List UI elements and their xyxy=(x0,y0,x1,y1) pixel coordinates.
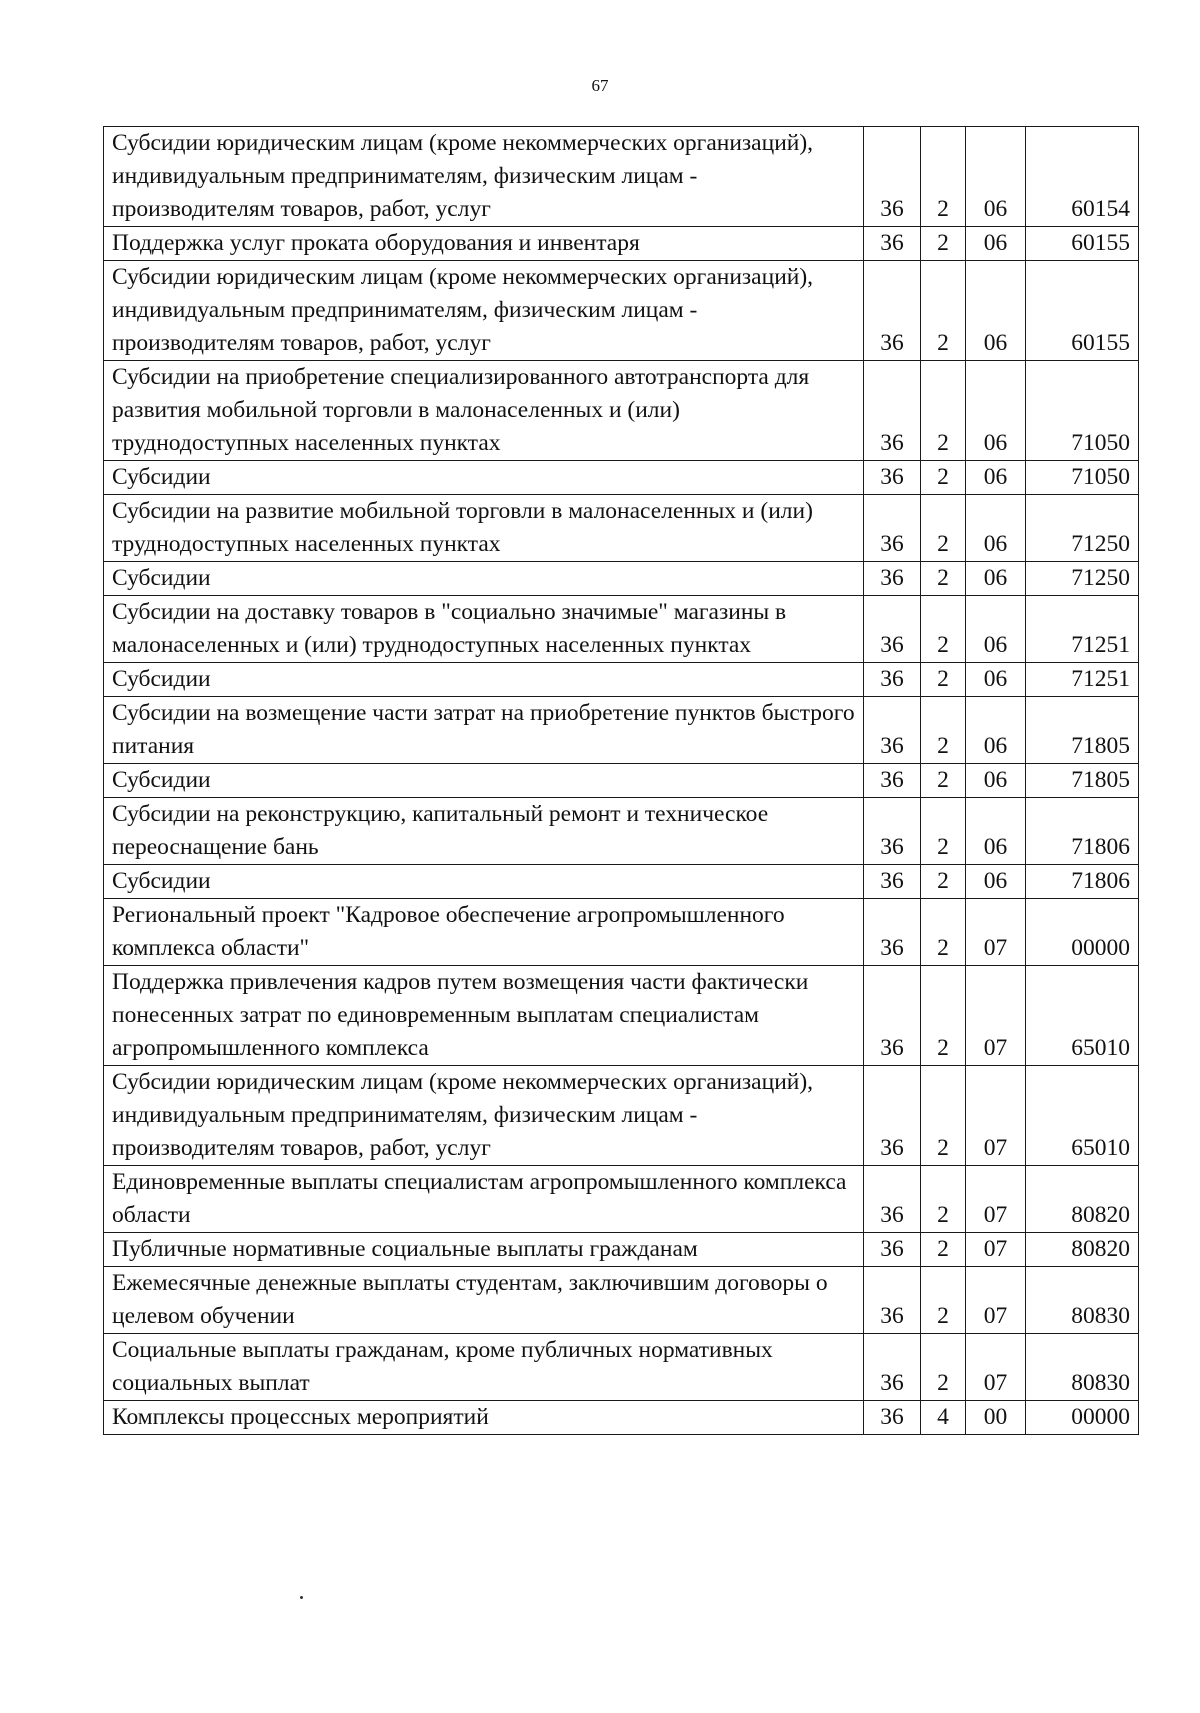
expense-name-cell: Ежемесячные денежные выплаты студентам, заключившим договоры о целевом обучении xyxy=(104,1267,864,1334)
structural-element-cell: 06 xyxy=(966,697,1026,764)
program-type-cell: 2 xyxy=(921,966,966,1066)
ministry-code-cell: 36 xyxy=(864,1267,921,1334)
ministry-code-cell: 36 xyxy=(864,495,921,562)
table-row xyxy=(104,697,1139,764)
expense-name-cell: Региональный проект "Кадровое обеспечение агропромышленного комплекса области" xyxy=(104,899,864,966)
ministry-code-cell: 36 xyxy=(864,1401,921,1435)
direction-code-cell: 80820 xyxy=(1026,1233,1139,1267)
ministry-code-cell: 36 xyxy=(864,127,921,227)
table-row xyxy=(104,764,1139,798)
program-type-cell: 2 xyxy=(921,495,966,562)
direction-code-cell: 71250 xyxy=(1026,495,1139,562)
expense-name-cell: Субсидии xyxy=(104,865,864,899)
direction-code-cell: 71806 xyxy=(1026,865,1139,899)
program-type-cell: 2 xyxy=(921,562,966,596)
expense-name-cell: Комплексы процессных мероприятий xyxy=(104,1401,864,1435)
program-type-cell: 2 xyxy=(921,1166,966,1233)
expense-name-cell: Социальные выплаты гражданам, кроме публичных нормативных социальных выплат xyxy=(104,1334,864,1401)
direction-code-cell: 71805 xyxy=(1026,764,1139,798)
direction-code-cell: 71050 xyxy=(1026,361,1139,461)
structural-element-cell: 06 xyxy=(966,461,1026,495)
table-row xyxy=(104,227,1139,261)
structural-element-cell: 06 xyxy=(966,227,1026,261)
structural-element-cell: 07 xyxy=(966,1334,1026,1401)
table-row xyxy=(104,1267,1139,1334)
direction-code-cell: 00000 xyxy=(1026,1401,1139,1435)
expense-name-cell: Субсидии на возмещение части затрат на приобретение пунктов быстрого питания xyxy=(104,697,864,764)
structural-element-cell: 06 xyxy=(966,127,1026,227)
table-row xyxy=(104,495,1139,562)
table-body xyxy=(104,127,1139,1435)
direction-code-cell: 71250 xyxy=(1026,562,1139,596)
table-row xyxy=(104,361,1139,461)
ministry-code-cell: 36 xyxy=(864,798,921,865)
ministry-code-cell: 36 xyxy=(864,1233,921,1267)
stray-mark xyxy=(300,1596,303,1599)
structural-element-cell: 06 xyxy=(966,361,1026,461)
program-type-cell: 4 xyxy=(921,1401,966,1435)
table-row xyxy=(104,798,1139,865)
ministry-code-cell: 36 xyxy=(864,966,921,1066)
program-type-cell: 2 xyxy=(921,596,966,663)
expense-name-cell: Поддержка привлечения кадров путем возмещения части фактически понесенных затрат по единовременным выплатам специалистам агропромышленного комплекса xyxy=(104,966,864,1066)
ministry-code-cell: 36 xyxy=(864,1166,921,1233)
ministry-code-cell: 36 xyxy=(864,361,921,461)
ministry-code-cell: 36 xyxy=(864,461,921,495)
structural-element-cell: 06 xyxy=(966,495,1026,562)
expense-name-cell: Субсидии xyxy=(104,764,864,798)
direction-code-cell: 60155 xyxy=(1026,227,1139,261)
direction-code-cell: 80820 xyxy=(1026,1166,1139,1233)
structural-element-cell: 07 xyxy=(966,966,1026,1066)
structural-element-cell: 07 xyxy=(966,1267,1026,1334)
table-row xyxy=(104,899,1139,966)
page-number: 67 xyxy=(591,76,609,95)
program-type-cell: 2 xyxy=(921,663,966,697)
program-type-cell: 2 xyxy=(921,361,966,461)
expense-name-cell: Субсидии юридическим лицам (кроме некоммерческих организаций), индивидуальным предпринимателям, физическим лицам - производителям товаров, работ, услуг xyxy=(104,261,864,361)
table-row xyxy=(104,261,1139,361)
program-type-cell: 2 xyxy=(921,697,966,764)
expense-name-cell: Субсидии на приобретение специализированного автотранспорта для развития мобильной торговли в малонаселенных и (или) труднодоступных населенных пунктах xyxy=(104,361,864,461)
structural-element-cell: 06 xyxy=(966,596,1026,663)
program-type-cell: 2 xyxy=(921,798,966,865)
table-row xyxy=(104,127,1139,227)
structural-element-cell: 06 xyxy=(966,261,1026,361)
expense-name-cell: Субсидии xyxy=(104,461,864,495)
program-type-cell: 2 xyxy=(921,127,966,227)
direction-code-cell: 71805 xyxy=(1026,697,1139,764)
ministry-code-cell: 36 xyxy=(864,562,921,596)
direction-code-cell: 71050 xyxy=(1026,461,1139,495)
direction-code-cell: 00000 xyxy=(1026,899,1139,966)
structural-element-cell: 07 xyxy=(966,899,1026,966)
structural-element-cell: 07 xyxy=(966,1066,1026,1166)
table-row xyxy=(104,461,1139,495)
structural-element-cell: 00 xyxy=(966,1401,1026,1435)
ministry-code-cell: 36 xyxy=(864,899,921,966)
table-row xyxy=(104,1401,1139,1435)
structural-element-cell: 06 xyxy=(966,663,1026,697)
ministry-code-cell: 36 xyxy=(864,227,921,261)
structural-element-cell: 06 xyxy=(966,562,1026,596)
table-row xyxy=(104,562,1139,596)
structural-element-cell: 06 xyxy=(966,865,1026,899)
program-type-cell: 2 xyxy=(921,899,966,966)
expense-name-cell: Субсидии на развитие мобильной торговли в малонаселенных и (или) труднодоступных населенных пунктах xyxy=(104,495,864,562)
expense-name-cell: Субсидии на реконструкцию, капитальный ремонт и техническое переоснащение бань xyxy=(104,798,864,865)
table-row xyxy=(104,1334,1139,1401)
direction-code-cell: 60155 xyxy=(1026,261,1139,361)
ministry-code-cell: 36 xyxy=(864,865,921,899)
table-row xyxy=(104,1233,1139,1267)
program-type-cell: 2 xyxy=(921,865,966,899)
budget-classification-table xyxy=(103,126,1139,1435)
expense-name-cell: Субсидии юридическим лицам (кроме некоммерческих организаций), индивидуальным предпринимателям, физическим лицам - производителям товаров, работ, услуг xyxy=(104,1066,864,1166)
expense-name-cell: Единовременные выплаты специалистам агропромышленного комплекса области xyxy=(104,1166,864,1233)
direction-code-cell: 65010 xyxy=(1026,1066,1139,1166)
ministry-code-cell: 36 xyxy=(864,261,921,361)
program-type-cell: 2 xyxy=(921,1267,966,1334)
ministry-code-cell: 36 xyxy=(864,697,921,764)
table-row xyxy=(104,596,1139,663)
table-row xyxy=(104,1166,1139,1233)
program-type-cell: 2 xyxy=(921,461,966,495)
ministry-code-cell: 36 xyxy=(864,764,921,798)
direction-code-cell: 71251 xyxy=(1026,663,1139,697)
structural-element-cell: 06 xyxy=(966,764,1026,798)
program-type-cell: 2 xyxy=(921,1066,966,1166)
ministry-code-cell: 36 xyxy=(864,1334,921,1401)
ministry-code-cell: 36 xyxy=(864,663,921,697)
expense-name-cell: Субсидии xyxy=(104,562,864,596)
direction-code-cell: 80830 xyxy=(1026,1334,1139,1401)
table-row xyxy=(104,966,1139,1066)
expense-name-cell: Субсидии юридическим лицам (кроме некоммерческих организаций), индивидуальным предпринимателям, физическим лицам - производителям товаров, работ, услуг xyxy=(104,127,864,227)
structural-element-cell: 07 xyxy=(966,1166,1026,1233)
program-type-cell: 2 xyxy=(921,1233,966,1267)
structural-element-cell: 06 xyxy=(966,798,1026,865)
table-row xyxy=(104,663,1139,697)
direction-code-cell: 65010 xyxy=(1026,966,1139,1066)
ministry-code-cell: 36 xyxy=(864,596,921,663)
program-type-cell: 2 xyxy=(921,1334,966,1401)
table-row xyxy=(104,1066,1139,1166)
direction-code-cell: 80830 xyxy=(1026,1267,1139,1334)
structural-element-cell: 07 xyxy=(966,1233,1026,1267)
direction-code-cell: 60154 xyxy=(1026,127,1139,227)
program-type-cell: 2 xyxy=(921,261,966,361)
ministry-code-cell: 36 xyxy=(864,1066,921,1166)
direction-code-cell: 71251 xyxy=(1026,596,1139,663)
expense-name-cell: Субсидии на доставку товаров в "социально значимые" магазины в малонаселенных и (или) труднодоступных населенных пунктах xyxy=(104,596,864,663)
expense-name-cell: Субсидии xyxy=(104,663,864,697)
program-type-cell: 2 xyxy=(921,227,966,261)
program-type-cell: 2 xyxy=(921,764,966,798)
expense-name-cell: Публичные нормативные социальные выплаты гражданам xyxy=(104,1233,864,1267)
direction-code-cell: 71806 xyxy=(1026,798,1139,865)
expense-name-cell: Поддержка услуг проката оборудования и инвентаря xyxy=(104,227,864,261)
table-row xyxy=(104,865,1139,899)
